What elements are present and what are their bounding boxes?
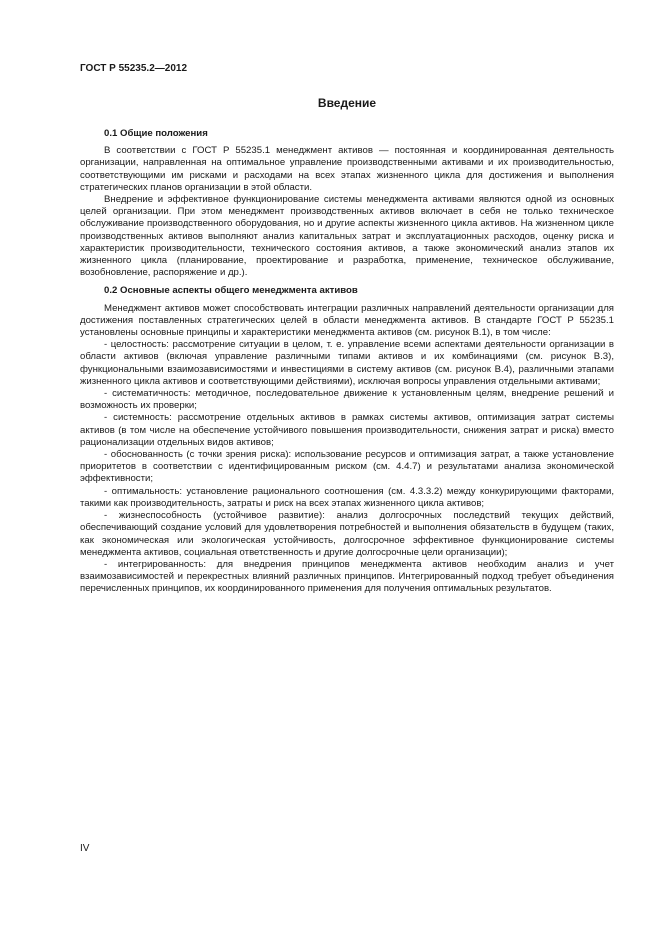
list-item: - системность: рассмотрение отдельных активов в рамках системы активов, оптимизация затрат системы активов (в том числе на обеспечение устойчивого повышения производительности, снижения затрат и риска) вместо рационализации отдельных видов активов; [80,412,614,448]
list-item: - жизнеспособность (устойчивое развитие): анализ долгосрочных последствий текущих действий, обеспечивающий создание условий для удовлетворения потребностей и выполнения обязательств в будущем (таких, как экономическая или экологическая устойчивость, долгосрочное эффективное функционирование системы менеджмента активов, социальная ответственность и другие долгосрочные цели организации); [80,510,614,558]
page-number: IV [80,843,90,854]
paragraph: В соответствии с ГОСТ Р 55235.1 менеджмент активов — постоянная и координированная деятельность организации, направленная на оптимальное управление производственными активами и их производительностью, соответствующими им рисками и расходами на всех этапах жизненного цикла для достижения и выполнения стратегических планов организации в этой области. [80,145,614,193]
list-item: - систематичность: методичное, последовательное движение к установленным целям, внедрение решений и возможность их проверки; [80,388,614,412]
list-item: - обоснованность (с точки зрения риска): использование ресурсов и оптимизация затрат, а также установление приоритетов в соответствии с идентифицированным риском (см. 4.4.7) и результатами анализа экономической эффективности; [80,449,614,485]
document-body [80,128,614,596]
page-title: Введение [317,96,377,110]
list-item: - интегрированность: для внедрения принципов менеджмента активов необходим анализ и учет взаимозависимостей и перекрестных влияний различных принципов. Интегрированный подход требует объединения перечисленных принципов, их координированного применения для получения оптимальных результатов. [80,558,614,595]
document-code-header: ГОСТ Р 55235.2—2012 [80,63,188,74]
section-heading: 0.2 Основные аспекты общего менеджмента активов [104,285,358,297]
list-item: - целостность: рассмотрение ситуации в целом, т. е. управление всеми аспектами деятельности организации в области активов (включая управление различными типами активов и их комбинациями (см. рисунок В.3), функциональными взаимозависимостями и инвестициями в систему активов (см. рисунок В.4), различными этапами жизненного цикла активов и соответствующими действиями), исключая вопросы управления отдельными активами; [80,339,614,387]
list-item: - оптимальность: установление рационального соотношения (см. 4.3.3.2) между конкурирующими факторами, такими как производительность, затраты и риск на всех этапах жизненного цикла активов; [80,485,614,509]
paragraph: Внедрение и эффективное функционирование системы менеджмента активами являются одной из основных целей организации. При этом менеджмент производственных активов включает в себя не только техническое обслуживание производственного оборудования, но и другие аспекты жизненного цикла активов. На жизненном цикле производственных активов выполняют анализ капитальных затрат и эксплуатационных расходов, оценку риска и характеристик производительности, технического состояния активов, а также экономический анализ этапов их жизненного цикла (планирование, проектирование и разработка, применение, техническое обслуживание, возобновление, распоряжение и др.). [80,194,614,279]
section-heading: 0.1 Общие положения [104,128,208,139]
paragraph: Менеджмент активов может способствовать интеграции различных направлений деятельности организации для достижения поставленных стратегических целей в области менеджмента активов. В стандарте ГОСТ Р 55235.1 установлены основные принципы и характеристики менеджмента активов (см. рисунок В.1), в том числе: [80,302,614,339]
